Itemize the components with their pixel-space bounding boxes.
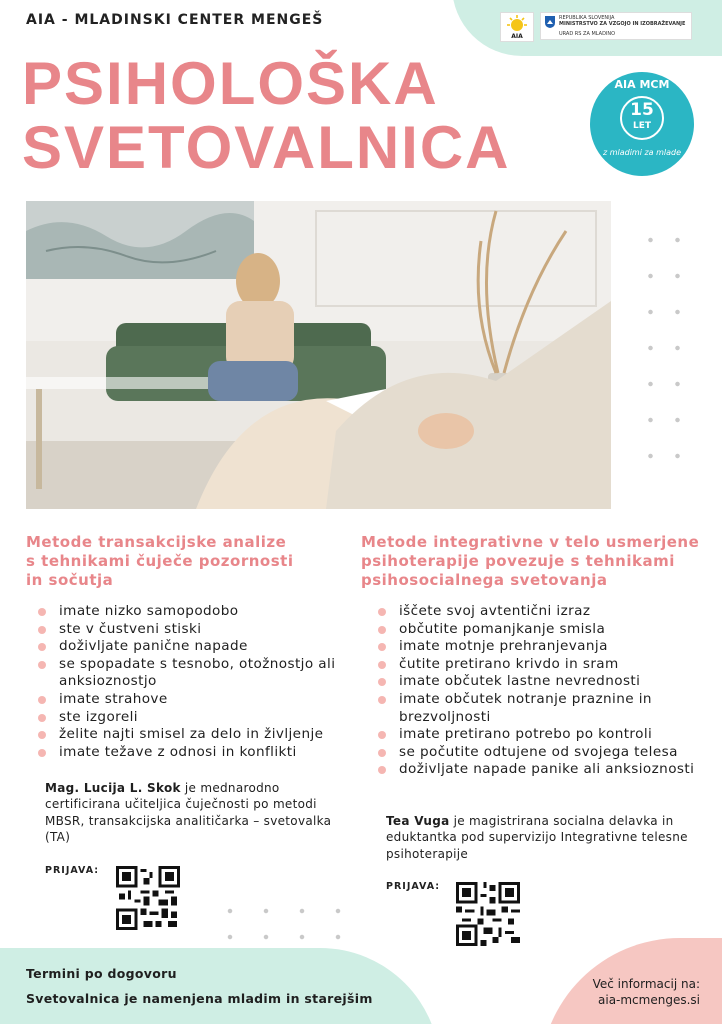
list-item: se spopadate s tesnobo, otožnostjo ali anksioznostjo (38, 656, 358, 691)
gov-line-2: MINISTRSTVO ZA VZGOJO IN IZOBRAŽEVANJE (559, 21, 686, 27)
list-item: doživljate napade panike ali anksioznosti (378, 761, 708, 779)
list-item: ste izgoreli (38, 709, 358, 727)
counselor-description: je magistrirana socialna delavka in eduktantka pod supervizijo Integrativne telesne psihoterapije (386, 814, 688, 861)
left-counselor-bio (45, 780, 345, 846)
list-item: imate občutek notranje praznine in brezvoljnosti (378, 691, 708, 726)
list-item: imate strahove (38, 691, 358, 709)
organization-name: AIA - MLADINSKI CENTER MENGEŠ (26, 12, 324, 28)
more-info (560, 976, 700, 1008)
government-logo (540, 12, 692, 40)
right-symptom-list (378, 603, 708, 779)
list-item: imate pretirano potrebo po kontroli (378, 726, 708, 744)
footer-audience: Svetovalnica je namenjena mladim in starejšim (26, 991, 373, 1006)
list-item: imate motnje prehranjevanja (378, 638, 708, 656)
counselor-name: Mag. Lucija L. Skok (45, 781, 181, 795)
right-heading-line: Metode integrativne v telo usmerjene (361, 533, 700, 551)
title-line-2: SVETOVALNICA (22, 114, 511, 181)
list-item: ste v čustveni stiski (38, 621, 358, 639)
left-heading-line: s tehnikami čuječe pozornosti (26, 552, 294, 570)
left-signup-label: PRIJAVA: (45, 865, 100, 876)
counseling-scene-image (26, 201, 611, 509)
counselor-description: je mednarodno certificirana učiteljica čuječnosti po metodi MBSR, transakcijska analitičarka – svetovalka (TA) (45, 781, 332, 845)
left-heading-line: in sočutja (26, 571, 114, 589)
right-signup-qr-code[interactable] (456, 882, 520, 946)
right-heading-line: psihoterapije povezuje s tehnikami (361, 552, 675, 570)
left-signup-qr-code[interactable] (116, 866, 180, 930)
right-counselor-bio (386, 813, 706, 862)
title-line-1: PSIHOLOŠKA (22, 50, 439, 117)
footer-appointments: Termini po dogovoru (26, 966, 177, 981)
gov-line-3: URAD RS ZA MLADINO (559, 31, 616, 37)
counseling-photo (26, 201, 611, 509)
anniversary-badge (590, 72, 694, 176)
badge-unit: LET (632, 121, 652, 131)
decor-dots-right (637, 222, 697, 488)
badge-bottom-text: z mladimi za mlade (602, 148, 682, 157)
badge-top-text: AIA MCM (614, 78, 670, 91)
list-item: imate težave z odnosi in konflikti (38, 744, 358, 762)
decor-mint-bottom-left (0, 948, 440, 1024)
right-heading-line: psihosocialnega svetovanja (361, 571, 608, 589)
list-item: doživljate panične napade (38, 638, 358, 656)
list-item: se počutite odtujene od svojega telesa (378, 744, 708, 762)
list-item: iščete svoj avtentični izraz (378, 603, 708, 621)
left-column-heading (26, 533, 346, 590)
aia-logo (500, 12, 534, 42)
slovenia-coat-of-arms-icon (544, 15, 556, 29)
partner-logos (500, 12, 692, 42)
right-column-heading (361, 533, 706, 590)
list-item: imate občutek lastne nevrednosti (378, 673, 708, 691)
right-signup-label: PRIJAVA: (386, 881, 441, 892)
left-heading-line: Metode transakcijske analize (26, 533, 287, 551)
gov-line-1: REPUBLIKA SLOVENIJA (559, 15, 615, 21)
list-item: želite najti smisel za delo in življenje (38, 726, 358, 744)
list-item: čutite pretirano krivdo in sram (378, 656, 708, 674)
list-item: imate nizko samopodobo (38, 603, 358, 621)
badge-number: 15 (630, 100, 654, 120)
badge-ring (620, 96, 664, 140)
list-item: občutite pomanjkanje smisla (378, 621, 708, 639)
decor-dots-bottom (212, 898, 342, 944)
left-symptom-list (38, 603, 358, 761)
svg-text:AIA: AIA (511, 33, 523, 40)
page-title (22, 52, 511, 180)
website-link[interactable]: aia-mcmenges.si (598, 993, 700, 1007)
more-info-label: Več informacij na: (592, 977, 700, 991)
aia-sun-icon (502, 14, 532, 40)
counselor-name: Tea Vuga (386, 814, 450, 828)
